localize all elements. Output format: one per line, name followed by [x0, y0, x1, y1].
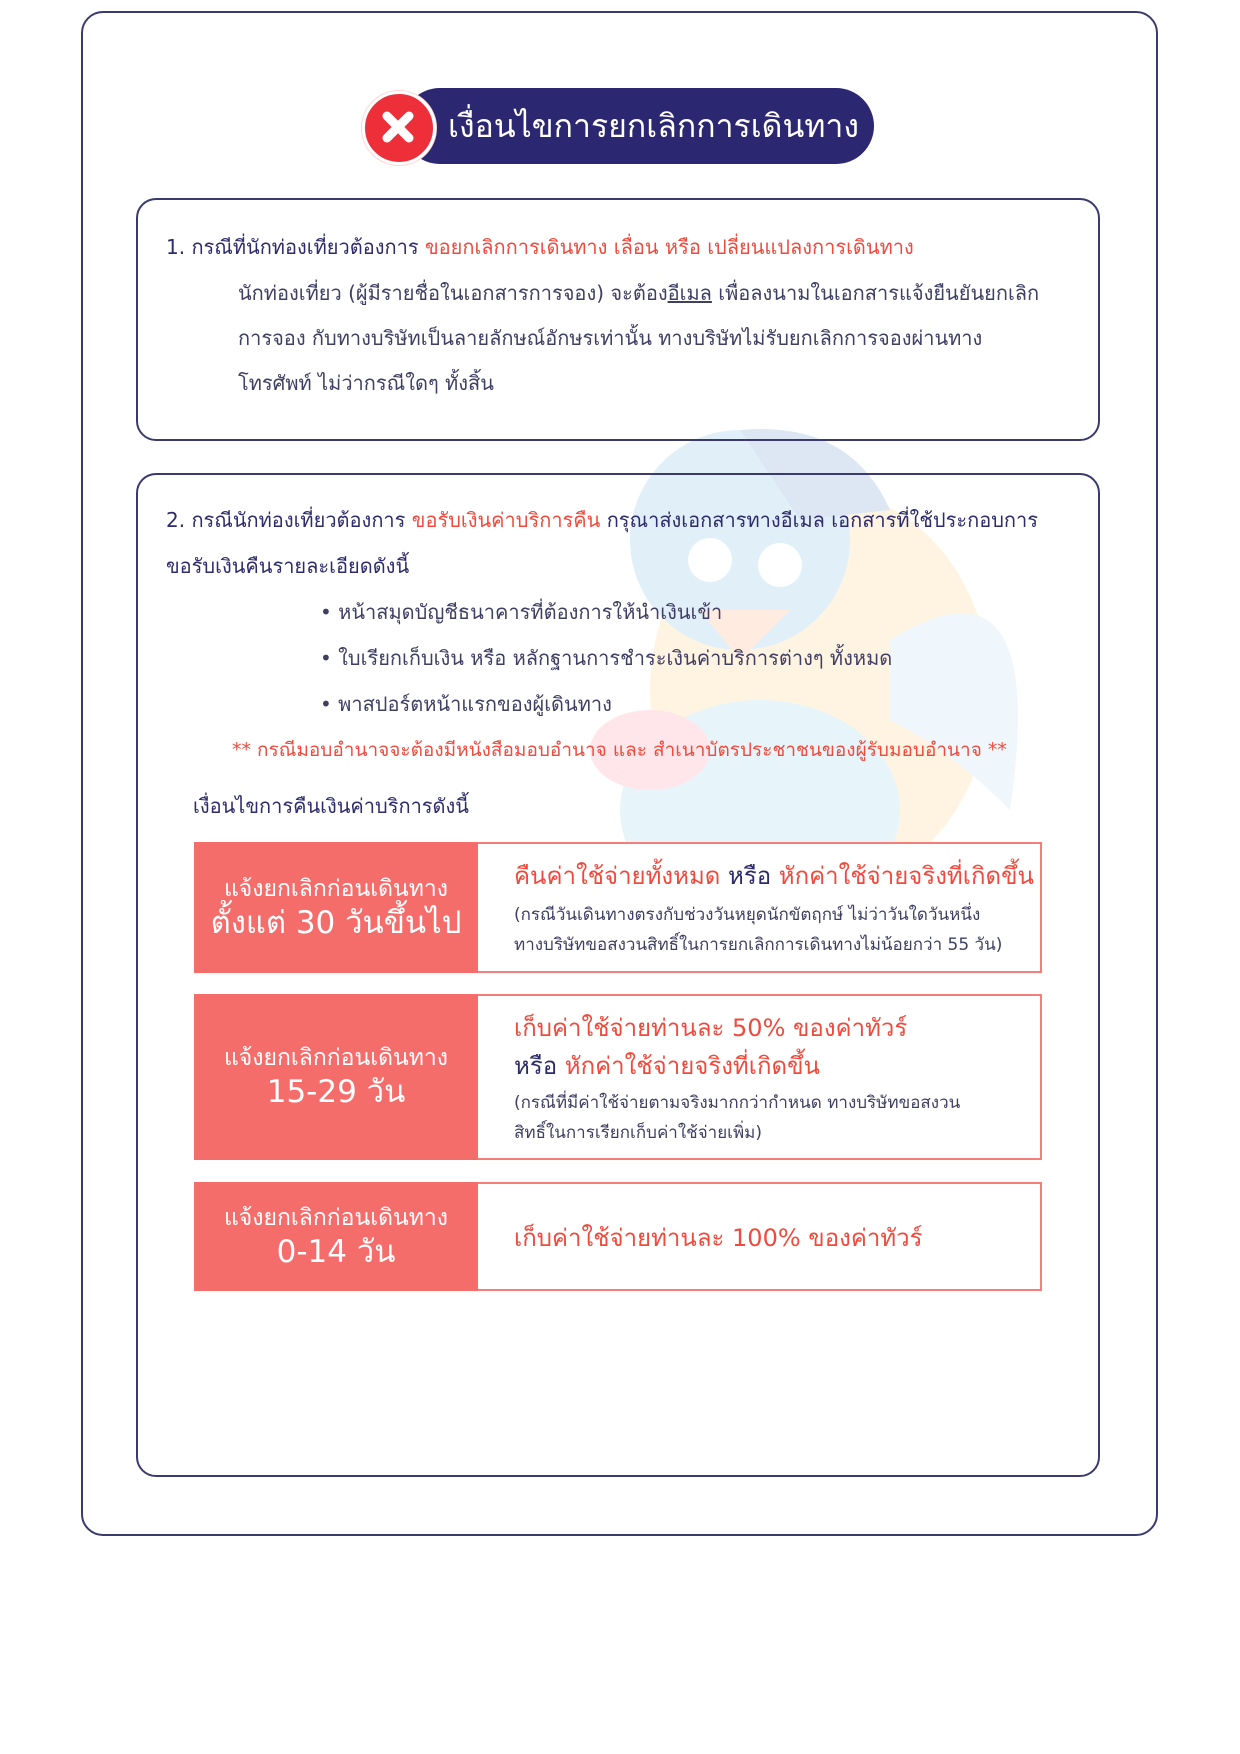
period-label: แจ้งยกเลิกก่อนเดินทาง — [223, 1045, 449, 1071]
section2-heading-highlight: ขอรับเงินค่าบริการคืน — [411, 508, 601, 532]
condition-or: หรือ — [720, 862, 779, 890]
refund-row-condition — [480, 844, 1040, 971]
section1-body-text: เพื่อลงนามในเอกสารแจ้งยืนยันยกเลิก — [711, 281, 1040, 305]
period-value: 15-29 วัน — [266, 1074, 406, 1110]
condition-or: หรือ — [514, 1052, 565, 1080]
refund-row — [194, 1182, 1042, 1291]
period-value: ตั้งแต่ 30 วันขึ้นไป — [210, 904, 462, 941]
refund-row-period — [194, 994, 478, 1160]
refund-row-condition — [480, 1184, 1040, 1289]
condition-main — [514, 860, 1034, 892]
condition-highlight: เก็บค่าใช้จ่ายท่านละ 50% ของค่าทัวร์ — [514, 1014, 908, 1042]
section1-body-text: นักท่องเที่ยว (ผู้มีรายชื่อในเอกสารการจอง) จะต้อง — [238, 281, 668, 305]
authorization-note: ** กรณีมอบอำนาจจะต้องมีหนังสือมอบอำนาจ และ สำเนาบัตรประชาชนของผู้รับมอบอำนาจ ** — [232, 739, 1007, 761]
condition-highlight: หักค่าใช้จ่ายจริงที่เกิดขึ้น — [564, 1052, 820, 1080]
refund-row — [194, 994, 1042, 1160]
period-label: แจ้งยกเลิกก่อนเดินทาง — [223, 875, 449, 902]
period-label: แจ้งยกเลิกก่อนเดินทาง — [223, 1204, 449, 1231]
section1-body-line3: โทรศัพท์ ไม่ว่ากรณีใดๆ ทั้งสิ้น — [238, 371, 494, 395]
period-value: 0-14 วัน — [276, 1233, 396, 1270]
condition-main — [514, 1050, 820, 1082]
section1-heading-prefix: 1. กรณีที่นักท่องเที่ยวต้องการ — [166, 235, 419, 259]
section1-heading-highlight: ขอยกเลิกการเดินทาง เลื่อน หรือ เปลี่ยนแปลงการเดินทาง — [424, 235, 914, 259]
bullet-item: • พาสปอร์ตหน้าแรกของผู้เดินทาง — [320, 692, 612, 716]
email-word: อีเมล — [667, 281, 712, 305]
section2-heading — [166, 505, 1038, 535]
condition-highlight: คืนค่าใช้จ่ายทั้งหมด — [514, 862, 721, 890]
condition-note: (กรณีที่มีค่าใช้จ่ายตามจริงมากกว่ากำหนด ทางบริษัทขอสงวน — [514, 1093, 961, 1113]
bullet-item: • ใบเรียกเก็บเงิน หรือ หลักฐานการชำระเงินค่าบริการต่างๆ ทั้งหมด — [320, 646, 893, 670]
section1-body-line2: การจอง กับทางบริษัทเป็นลายลักษณ์อักษรเท่านั้น ทางบริษัทไม่รับยกเลิกการจองผ่านทาง — [238, 326, 983, 350]
refund-row-condition — [480, 996, 1040, 1158]
refund-row-period — [194, 842, 478, 973]
condition-highlight: หักค่าใช้จ่ายจริงที่เกิดขึ้น — [778, 862, 1034, 890]
close-icon — [362, 91, 436, 165]
section2-heading-prefix: 2. กรณีนักท่องเที่ยวต้องการ — [166, 508, 412, 532]
page-title: เงื่อนไขการยกเลิกการเดินทาง — [448, 107, 860, 145]
condition-note: สิทธิ์ในการเรียกเก็บค่าใช้จ่ายเพิ่ม) — [514, 1123, 763, 1143]
condition-note: ทางบริษัทขอสงวนสิทธิ์ในการยกเลิกการเดินทางไม่น้อยกว่า 55 วัน) — [514, 935, 1003, 955]
section2-heading-line2: ขอรับเงินคืนรายละเอียดดังนี้ — [166, 554, 410, 578]
refund-row-period — [194, 1182, 478, 1291]
refund-conditions-heading: เงื่อนไขการคืนเงินค่าบริการดังนี้ — [193, 794, 469, 818]
bullet-item: • หน้าสมุดบัญชีธนาคารที่ต้องการให้นำเงินเข้า — [320, 600, 723, 624]
condition-highlight: เก็บค่าใช้จ่ายท่านละ 100% ของค่าทัวร์ — [514, 1224, 923, 1252]
section1-heading — [166, 232, 914, 262]
section2-heading-suffix: กรุณาส่งเอกสารทางอีเมล เอกสารที่ใช้ประกอบการ — [600, 508, 1039, 532]
condition-note: (กรณีวันเดินทางตรงกับช่วงวันหยุดนักขัตฤกษ์ ไม่ว่าวันใดวันหนึ่ง — [514, 905, 981, 925]
section1-body-line1 — [238, 278, 1039, 308]
refund-row — [194, 842, 1042, 973]
